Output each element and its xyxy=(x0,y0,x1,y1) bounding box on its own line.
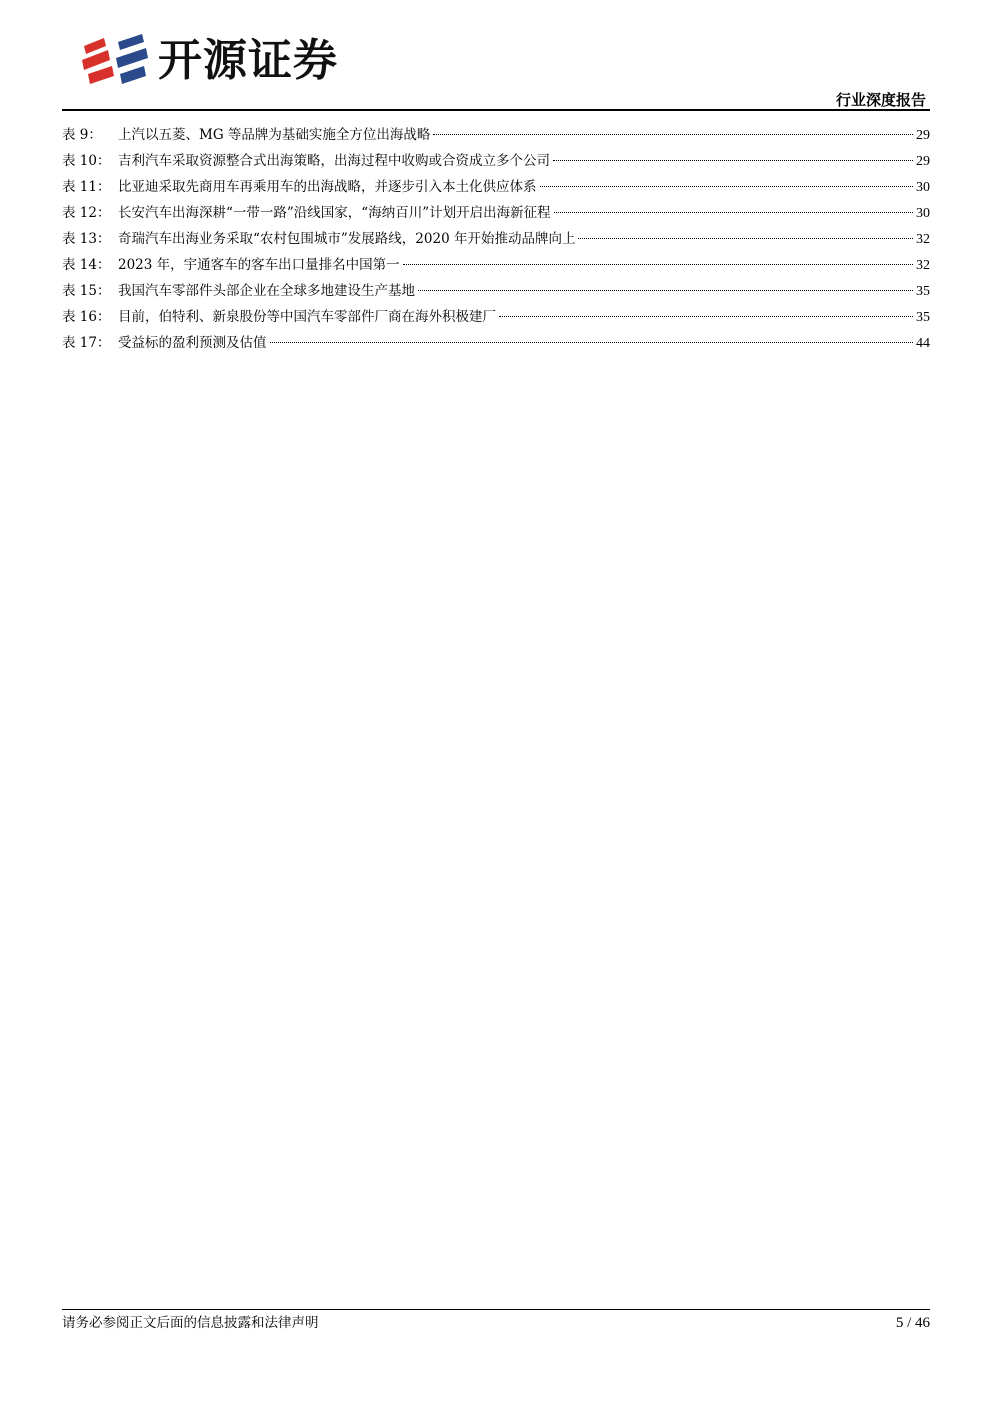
toc-item-number: 表 14： xyxy=(62,257,111,273)
toc-item-number: 表 12： xyxy=(62,205,111,221)
toc-item[interactable] xyxy=(62,330,930,356)
toc-item-title: 吉利汽车采取资源整合式出海策略，出海过程中收购或合资成立多个公司 xyxy=(118,153,550,169)
logo-mark-icon xyxy=(80,30,152,92)
table-of-contents xyxy=(62,122,930,356)
toc-item-number: 表 17： xyxy=(62,335,111,351)
toc-dot-leader xyxy=(270,341,914,343)
toc-item[interactable] xyxy=(62,200,930,226)
toc-item-page: 29 xyxy=(916,128,930,143)
toc-item-number: 表 9： xyxy=(62,127,102,143)
toc-item-page: 29 xyxy=(916,154,930,169)
toc-item-title: 2023 年，宇通客车的客车出口量排名中国第一 xyxy=(118,257,400,273)
toc-dot-leader xyxy=(433,133,913,135)
footer-divider xyxy=(62,1309,930,1310)
toc-dot-leader xyxy=(578,237,913,239)
toc-dot-leader xyxy=(403,263,913,265)
company-logo xyxy=(80,30,380,92)
toc-item[interactable] xyxy=(62,226,930,252)
toc-item-page: 32 xyxy=(916,258,930,273)
toc-item-title: 我国汽车零部件头部企业在全球多地建设生产基地 xyxy=(118,283,415,299)
toc-dot-leader xyxy=(553,159,913,161)
toc-item[interactable] xyxy=(62,148,930,174)
toc-dot-leader xyxy=(418,289,913,291)
toc-item-title: 长安汽车出海深耕“一带一路”沿线国家，“海纳百川”计划开启出海新征程 xyxy=(118,205,551,221)
toc-item-page: 44 xyxy=(916,336,930,351)
toc-item[interactable] xyxy=(62,304,930,330)
toc-item[interactable] xyxy=(62,252,930,278)
toc-item-page: 30 xyxy=(916,180,930,195)
toc-item-number: 表 15： xyxy=(62,283,111,299)
toc-item[interactable] xyxy=(62,174,930,200)
toc-item-title: 比亚迪采取先商用车再乘用车的出海战略，并逐步引入本土化供应体系 xyxy=(118,179,537,195)
toc-item-title: 上汽以五菱、MG 等品牌为基础实施全方位出海战略 xyxy=(118,127,431,143)
toc-dot-leader xyxy=(499,315,913,317)
toc-dot-leader xyxy=(540,185,914,187)
toc-item-title: 目前，伯特利、新泉股份等中国汽车零部件厂商在海外积极建厂 xyxy=(118,309,496,325)
logo-text: 开源证券 xyxy=(158,35,338,86)
toc-item-number: 表 10： xyxy=(62,153,111,169)
toc-item-title: 奇瑞汽车出海业务采取“农村包围城市”发展路线，2020 年开始推动品牌向上 xyxy=(118,231,576,247)
page-number: 5 / 46 xyxy=(895,1315,930,1331)
toc-item-number: 表 13： xyxy=(62,231,111,247)
legal-disclaimer: 请务必参阅正文后面的信息披露和法律声明 xyxy=(62,1315,319,1331)
toc-item-number: 表 16： xyxy=(62,309,111,325)
report-type-label: 行业深度报告 xyxy=(835,91,926,109)
toc-item-page: 35 xyxy=(916,284,930,299)
toc-item-page: 35 xyxy=(916,310,930,325)
toc-item[interactable] xyxy=(62,122,930,148)
toc-item-page: 32 xyxy=(916,232,930,247)
header-divider xyxy=(62,109,930,111)
toc-item-page: 30 xyxy=(916,206,930,221)
toc-item-title: 受益标的盈利预测及估值 xyxy=(118,335,267,351)
toc-item[interactable] xyxy=(62,278,930,304)
toc-item-number: 表 11： xyxy=(62,179,111,195)
toc-dot-leader xyxy=(554,211,913,213)
